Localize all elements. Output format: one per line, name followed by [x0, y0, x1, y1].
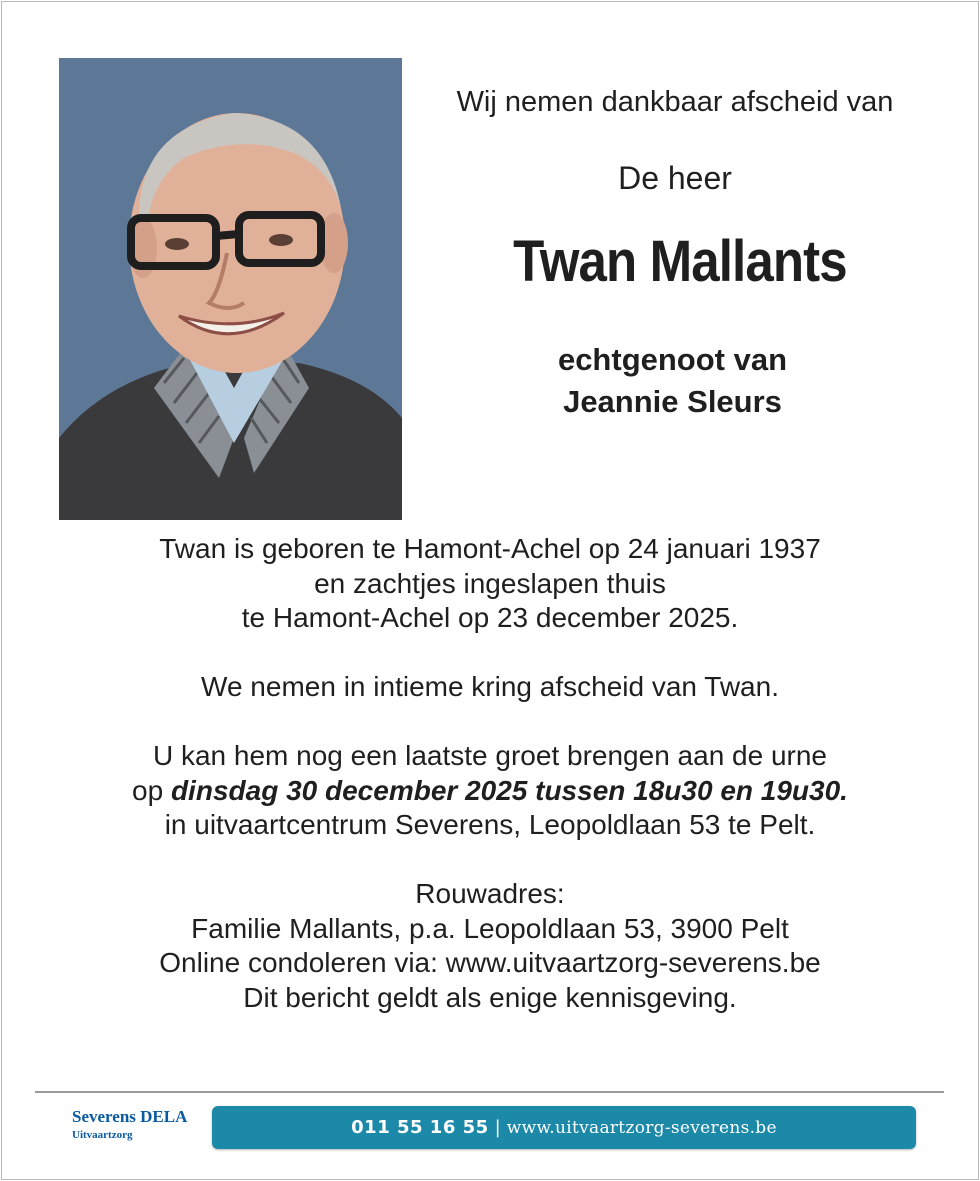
relation-label: echtgenoot van	[557, 342, 788, 377]
brand-subtitle: Uitvaartzorg	[72, 1129, 133, 1141]
birth-line: Twan is geboren te Hamont-Achel op 24 januari 1937	[159, 533, 821, 564]
announcement-body	[0, 532, 980, 1015]
visit-date: dinsdag 30 december 2025 tussen 18u30 en 19u30.	[170, 774, 848, 806]
farewell-line: We nemen in intieme kring afscheid van Twan.	[201, 671, 779, 702]
website-link[interactable]: www.uitvaartzorg-severens.be	[506, 1117, 777, 1138]
passing-place-line: te Hamont-Achel op 23 december 2025.	[241, 602, 739, 633]
visit-prefix: op	[132, 774, 171, 806]
contact-bar	[212, 1106, 916, 1149]
notice-line: Dit bericht geldt als enige kennisgeving.	[243, 981, 737, 1013]
footer-divider	[35, 1091, 944, 1093]
passing-line: en zachtjes ingeslapen thuis	[314, 567, 666, 599]
visit-date-line	[0, 774, 980, 809]
honorific: De heer	[618, 160, 732, 196]
intro-text: Wij nemen dankbaar afscheid van	[456, 86, 894, 118]
address-title: Rouwadres:	[415, 878, 565, 909]
mourning-address: Familie Mallants, p.a. Leopoldlaan 53, 3900 Pelt	[191, 912, 789, 944]
visit-line: U kan hem nog een laatste groet brengen aan de urne	[152, 740, 828, 771]
visit-location: in uitvaartcentrum Severens, Leopoldlaan 53 te Pelt.	[164, 809, 816, 840]
online-condolence: Online condoleren via: www.uitvaartzorg-severens.be	[159, 947, 821, 978]
brand-logo	[72, 1107, 212, 1143]
deceased-name: Twan Mallants	[513, 229, 847, 294]
phone-number[interactable]: 011 55 16 55	[351, 1117, 489, 1138]
brand-name: Severens DELA	[72, 1107, 188, 1126]
portrait-photo	[59, 58, 402, 520]
spouse-name: Jeannie Sleurs	[563, 384, 782, 419]
contact-separator: |	[494, 1117, 501, 1138]
